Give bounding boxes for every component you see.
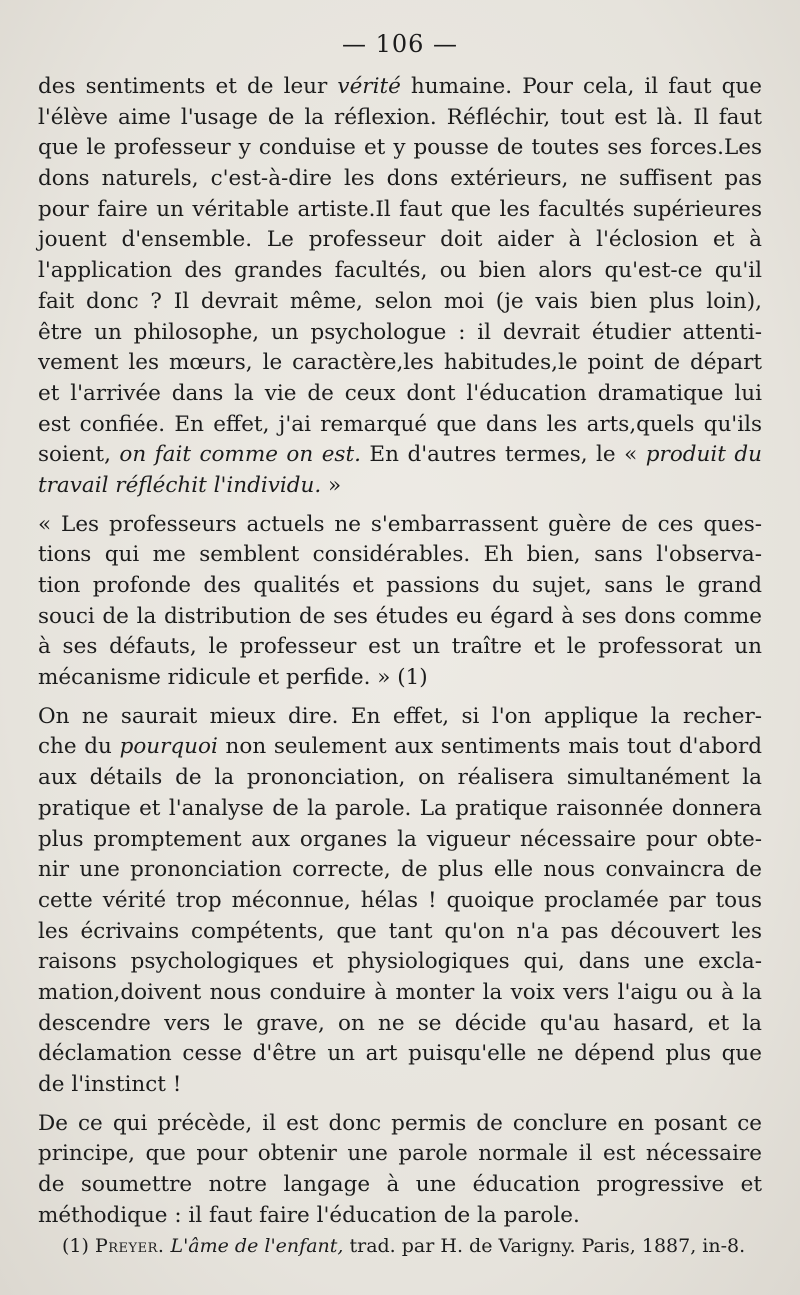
italic-phrase: vérité xyxy=(337,74,401,99)
paragraph-3 xyxy=(38,702,762,1101)
text-line: que le professeur y conduise et y pousse de toutes ses forces.Les xyxy=(38,135,762,161)
text-line: fait donc ? Il devrait même, selon moi (je vais bien plus loin), xyxy=(38,288,762,314)
italic-phrase: travail réfléchit l'individu. xyxy=(38,472,322,498)
text-line: raisons psychologiques et physiologiques qui, dans une excla- xyxy=(38,949,762,975)
text-line: tions qui me semblent considérables. Eh bien, sans l'observa- xyxy=(38,542,762,568)
text-line: est confiée. En effet, j'ai remarqué que dans les arts,quels qu'ils xyxy=(38,411,762,437)
italic-phrase: on fait comme on est. xyxy=(119,442,361,468)
text-line: soient, on fait comme on est. En d'autres termes, le « produit du xyxy=(38,442,763,468)
italic-phrase: produit du xyxy=(645,442,763,468)
text-line: dons naturels, c'est-à-dire les dons extérieurs, ne suffisent pas xyxy=(38,166,762,192)
text-line: « Les professeurs actuels ne s'embarrassent guère de ces ques- xyxy=(38,511,762,537)
text-line: plus promptement aux organes la vigueur nécessaire pour obte- xyxy=(38,826,762,852)
body-text xyxy=(38,72,762,1231)
text-line: De ce qui précède, il est donc permis de conclure en posant ce xyxy=(38,1110,762,1136)
text-line: nir une prononciation correcte, de plus elle nous convaincra de xyxy=(38,857,762,883)
text-line: souci de la distribution de ses études eu égard à ses dons comme xyxy=(38,603,762,629)
text-line: de l'instinct ! xyxy=(38,1072,182,1097)
footnote-rest: trad. par H. de Varigny. Paris, 1887, in-8. xyxy=(343,1235,746,1257)
text-line: vement les mœurs, le caractère,les habitudes,le point de départ xyxy=(38,350,762,376)
text-line: mation,doivent nous conduire à monter la voix vers l'aigu ou à la xyxy=(38,979,762,1005)
text-line: mécanisme ridicule et perfide. » (1) xyxy=(38,665,428,691)
text-line: méthodique : il faut faire l'éducation de la parole. xyxy=(38,1202,580,1228)
text-line: On ne saurait mieux dire. En effet, si l'on applique la recher- xyxy=(38,703,762,729)
text-line: à ses défauts, le professeur est un traître et le professorat un xyxy=(38,634,762,660)
text-line: pratique et l'analyse de la parole. La pratique raisonnée donnera xyxy=(38,795,762,821)
text-line: principe, que pour obtenir une parole normale il est nécessaire xyxy=(38,1141,762,1167)
text-line: l'application des grandes facultés, ou bien alors qu'est-ce qu'il xyxy=(38,258,762,284)
italic-phrase: pourquoi xyxy=(119,734,218,760)
text-line: de soumettre notre langage à une éducation progressive et xyxy=(38,1172,762,1198)
text-line: tion profonde des qualités et passions du sujet, sans le grand xyxy=(38,573,762,598)
text-line: déclamation cesse d'être un art puisqu'elle ne dépend plus que xyxy=(38,1041,762,1067)
page-number: — 106 — xyxy=(341,30,459,58)
text-line: aux détails de la prononciation, on réalisera simultanément la xyxy=(38,765,762,791)
text-line: jouent d'ensemble. Le professeur doit aider à l'éclosion et à xyxy=(38,227,762,253)
paragraph-4 xyxy=(38,1109,762,1232)
footnote-title: L'âme de l'enfant, xyxy=(170,1235,344,1257)
footnote xyxy=(62,1233,762,1259)
text-line: les écrivains compétents, que tant qu'on n'a pas découvert les xyxy=(38,918,762,944)
text-line: pour faire un véritable artiste.Il faut que les facultés supérieures xyxy=(38,196,762,222)
footnote-author: Preyer. xyxy=(94,1235,165,1257)
text-line: des sentiments et de leur vérité humaine. Pour cela, il faut que xyxy=(38,74,762,99)
text-line: et l'arrivée dans la vie de ceux dont l'éducation dramatique lui xyxy=(38,380,762,406)
paragraph-2 xyxy=(38,510,762,694)
text-line: être un philosophe, un psychologue : il devrait étudier attenti- xyxy=(38,319,762,345)
footnote-marker: (1) xyxy=(62,1235,95,1257)
text-line: descendre vers le grave, on ne se décide qu'au hasard, et la xyxy=(38,1010,762,1036)
text-line: travail réfléchit l'individu. » xyxy=(38,472,342,498)
paragraph-1 xyxy=(38,72,762,502)
text-line: che du pourquoi non seulement aux sentiments mais tout d'abord xyxy=(38,734,762,760)
text-line: l'élève aime l'usage de la réflexion. Réfléchir, tout est là. Il faut xyxy=(38,104,762,130)
text-line: cette vérité trop méconnue, hélas ! quoique proclamée par tous xyxy=(38,887,762,913)
